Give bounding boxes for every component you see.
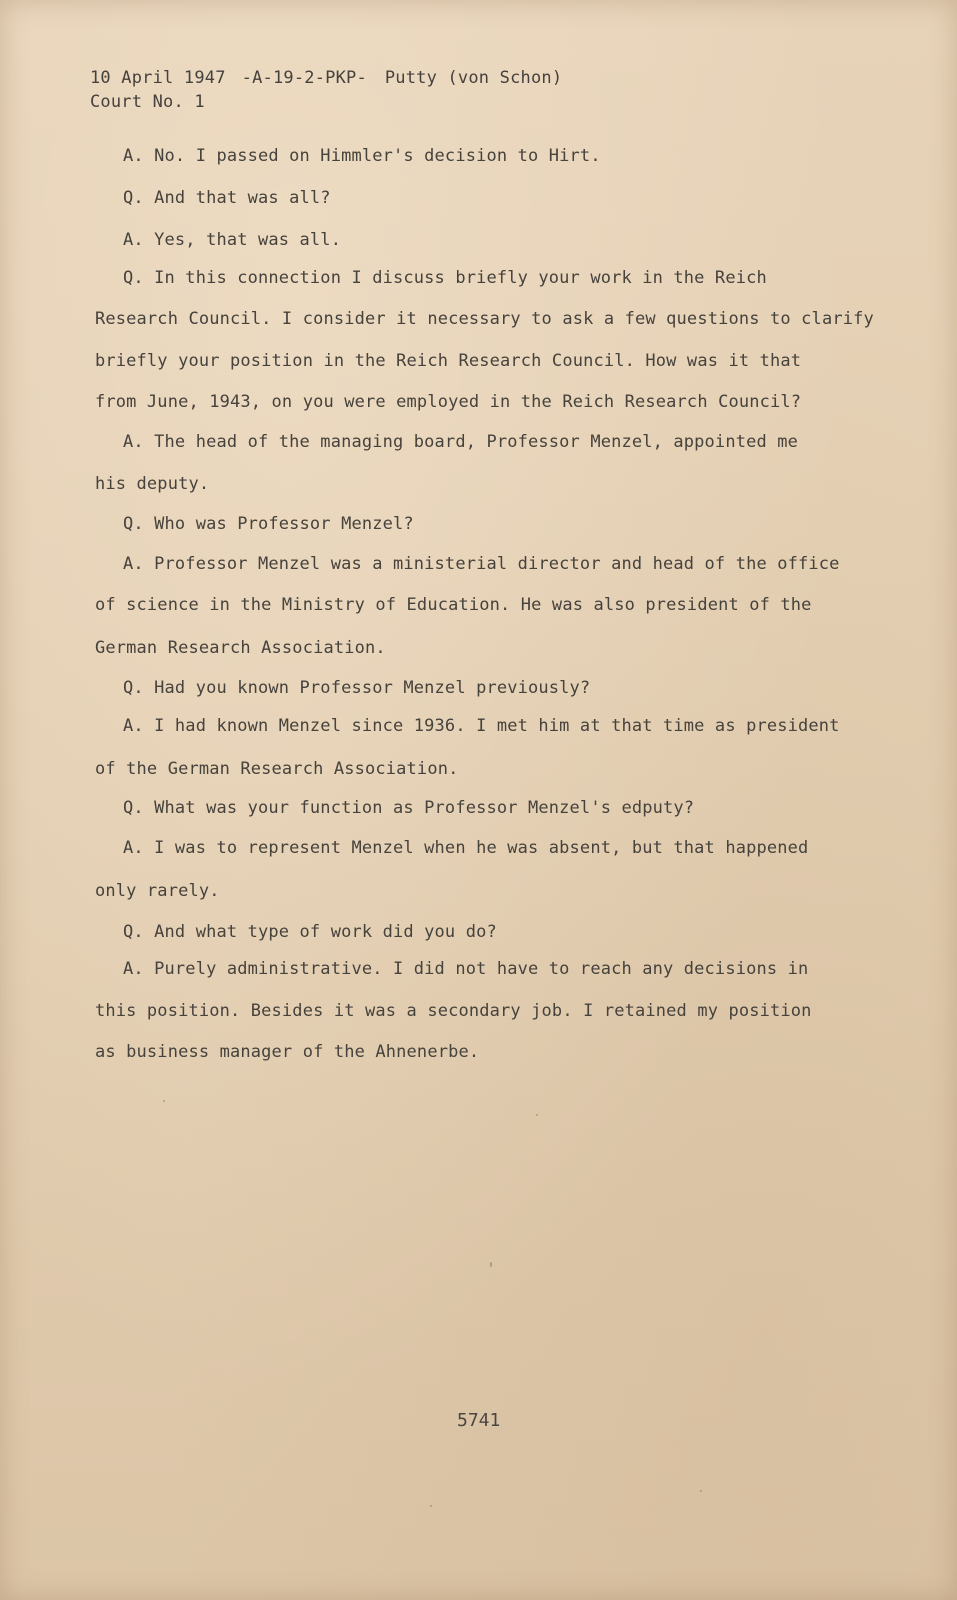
transcript-line: A. I had known Menzel since 1936. I met him at that time as president	[123, 716, 840, 736]
transcript-line: Q. And what type of work did you do?	[123, 922, 497, 942]
transcript-line: Q. And that was all?	[123, 188, 331, 208]
transcript-line: from June, 1943, on you were employed in the Reich Research Council?	[95, 392, 802, 412]
page-number: 5741	[457, 1410, 501, 1431]
header-code: -A-19-2-PKP-	[241, 68, 367, 88]
paper-speck	[163, 1100, 165, 1102]
transcript-line: A. The head of the managing board, Professor Menzel, appointed me	[123, 432, 799, 452]
header-line-1	[90, 66, 562, 90]
transcript-line: of the German Research Association.	[95, 759, 459, 779]
paper-speck	[430, 1505, 432, 1507]
transcript-line: briefly your position in the Reich Research Council. How was it that	[95, 351, 802, 371]
transcript-line: Q. What was your function as Professor Menzel's edputy?	[123, 798, 695, 818]
paper-speck	[700, 1490, 702, 1492]
transcript-line: A. Yes, that was all.	[123, 230, 342, 250]
header-court: Court No. 1	[90, 92, 205, 112]
transcript-line: Q. In this connection I discuss briefly your work in the Reich	[123, 268, 767, 288]
transcript-line: A. I was to represent Menzel when he was absent, but that happened	[123, 838, 809, 858]
transcript-line: Research Council. I consider it necessary to ask a few questions to clarify	[95, 309, 874, 329]
document-header	[90, 66, 562, 114]
transcript-line: of science in the Ministry of Education. He was also president of the	[95, 595, 812, 615]
transcript-line: this position. Besides it was a secondary job. I retained my position	[95, 1001, 812, 1021]
transcript-line: A. Professor Menzel was a ministerial director and head of the office	[123, 554, 840, 574]
transcript-line: Q. Had you known Professor Menzel previously?	[123, 678, 591, 698]
transcript-line: as business manager of the Ahnenerbe.	[95, 1042, 480, 1062]
transcript-line: A. No. I passed on Himmler's decision to Hirt.	[123, 146, 601, 166]
transcript-line: A. Purely administrative. I did not have to reach any decisions in	[123, 959, 809, 979]
header-names: Putty (von Schon)	[384, 68, 563, 88]
header-date: 10 April 1947	[90, 68, 226, 88]
paper-speck	[490, 1262, 492, 1267]
transcript-line: Q. Who was Professor Menzel?	[123, 514, 414, 534]
transcript-line: German Research Association.	[95, 638, 386, 658]
paper-speck	[536, 1114, 538, 1116]
transcript-line: his deputy.	[95, 474, 210, 494]
transcript-line: only rarely.	[95, 881, 220, 901]
